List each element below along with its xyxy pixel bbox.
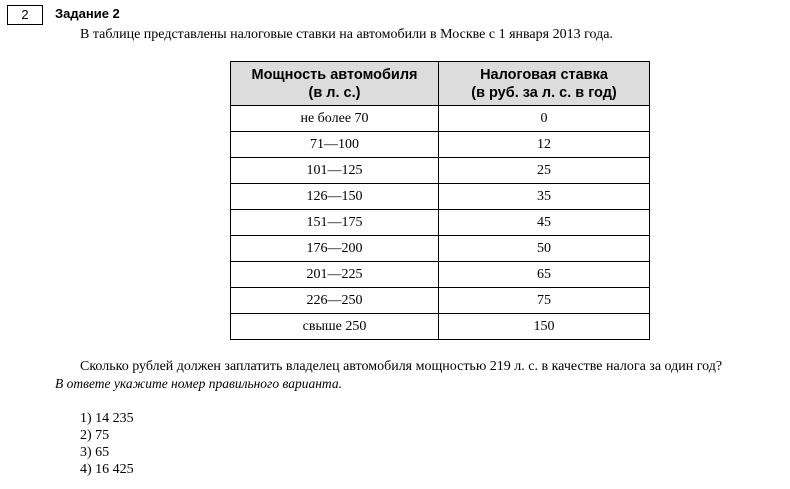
table-row bbox=[231, 210, 650, 236]
task-number-box: 2 bbox=[7, 5, 43, 25]
header-power bbox=[231, 62, 439, 106]
header-rate bbox=[439, 62, 650, 106]
question-text: Сколько рублей должен заплатить владелец автомобиля мощностью 219 л. с. в качестве налога за один год? bbox=[80, 359, 723, 374]
answer-option-1[interactable]: 1) 14 235 bbox=[80, 411, 134, 426]
task-title: Задание 2 bbox=[55, 6, 120, 21]
cell-power: 226—250 bbox=[231, 288, 439, 314]
task-intro: В таблице представлены налоговые ставки на автомобили в Москве с 1 января 2013 года. bbox=[80, 27, 613, 42]
cell-rate: 65 bbox=[439, 262, 650, 288]
cell-rate: 50 bbox=[439, 236, 650, 262]
table-row bbox=[231, 184, 650, 210]
cell-rate: 75 bbox=[439, 288, 650, 314]
cell-power: 176—200 bbox=[231, 236, 439, 262]
cell-power: 151—175 bbox=[231, 210, 439, 236]
cell-power: 201—225 bbox=[231, 262, 439, 288]
table-header-row bbox=[231, 62, 650, 106]
cell-power: 126—150 bbox=[231, 184, 439, 210]
cell-power: 71—100 bbox=[231, 132, 439, 158]
header-power-line1: Мощность автомобиля bbox=[251, 66, 418, 83]
cell-rate: 150 bbox=[439, 314, 650, 340]
cell-rate: 35 bbox=[439, 184, 650, 210]
table-row bbox=[231, 106, 650, 132]
header-power-line2: (в л. с.) bbox=[308, 84, 361, 101]
table-row bbox=[231, 236, 650, 262]
table-row bbox=[231, 132, 650, 158]
answer-option-2[interactable]: 2) 75 bbox=[80, 428, 110, 443]
answer-option-3[interactable]: 3) 65 bbox=[80, 445, 110, 460]
table-row bbox=[231, 314, 650, 340]
tax-rate-table bbox=[230, 61, 650, 340]
header-rate-line1: Налоговая ставка bbox=[480, 66, 608, 83]
cell-power: свыше 250 bbox=[231, 314, 439, 340]
cell-rate: 45 bbox=[439, 210, 650, 236]
cell-rate: 0 bbox=[439, 106, 650, 132]
cell-power: не более 70 bbox=[231, 106, 439, 132]
cell-power: 101—125 bbox=[231, 158, 439, 184]
answer-option-4[interactable]: 4) 16 425 bbox=[80, 462, 134, 477]
cell-rate: 12 bbox=[439, 132, 650, 158]
cell-rate: 25 bbox=[439, 158, 650, 184]
answer-options bbox=[80, 410, 134, 478]
table-row bbox=[231, 262, 650, 288]
answer-instruction: В ответе укажите номер правильного варианта. bbox=[55, 376, 342, 391]
table-row bbox=[231, 158, 650, 184]
header-rate-line2: (в руб. за л. с. в год) bbox=[471, 84, 617, 101]
table-row bbox=[231, 288, 650, 314]
